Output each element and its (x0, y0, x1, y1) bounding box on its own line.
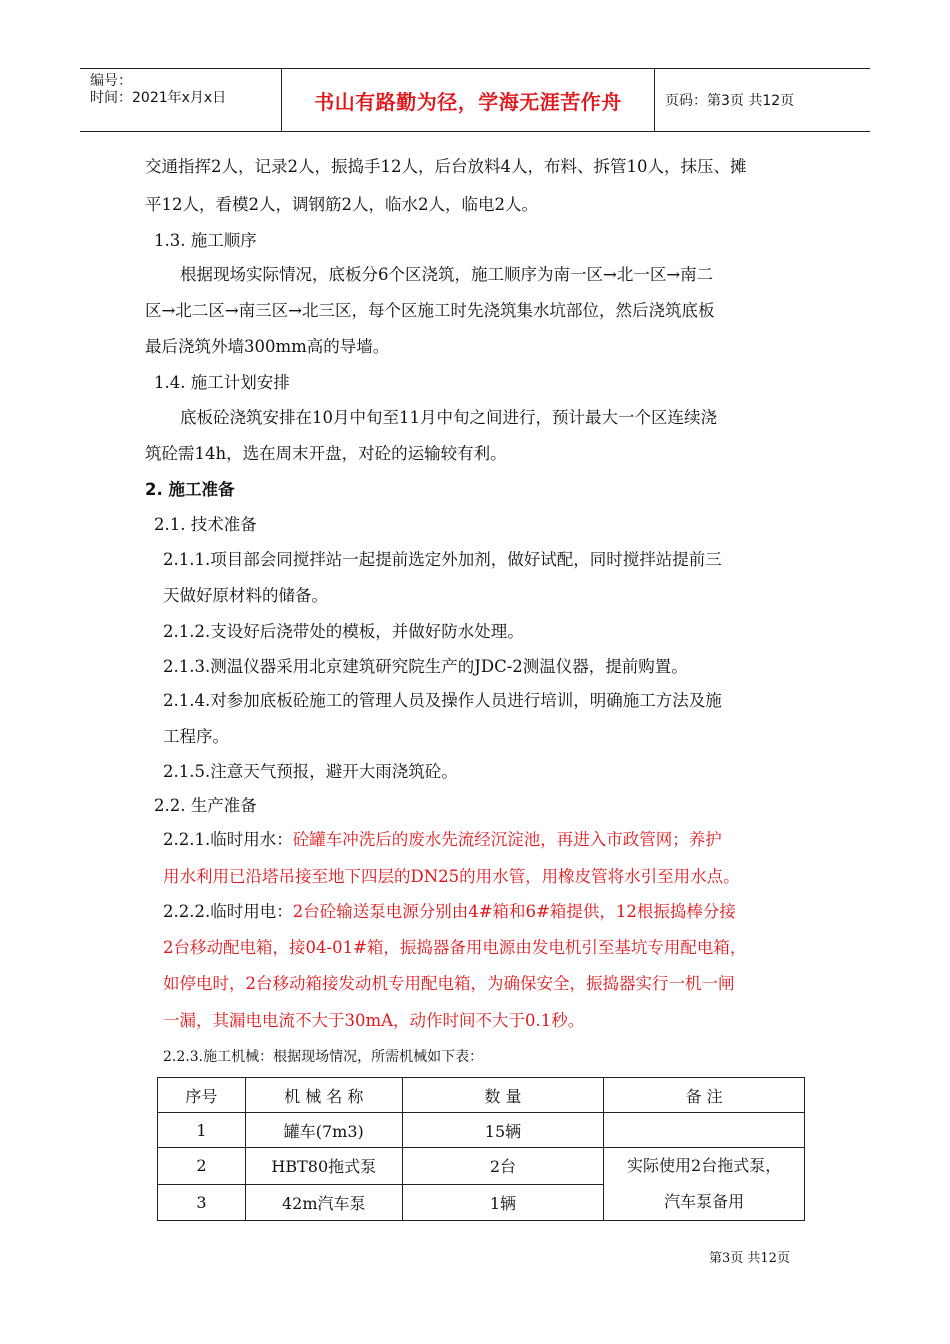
table-cell: HBT80拖式泵 (245, 1148, 402, 1185)
header-motto: 书山有路勤为径，学海无涯苦作舟 (314, 89, 622, 114)
body-line: 根据现场实际情况，底板分6个区浇筑，施工顺序为南一区→北一区→南二 (180, 265, 714, 284)
machinery-table (157, 1077, 805, 1221)
table-cell: 15辆 (402, 1113, 604, 1148)
body-line: 区→北二区→南三区→北三区，每个区施工时先浇筑集水坑部位，然后浇筑底板 (145, 301, 715, 320)
table-row (158, 1148, 805, 1185)
header-left-cell (80, 69, 282, 131)
section-heading-1-3: 1.3. 施工顺序 (154, 231, 257, 250)
table-row (158, 1113, 805, 1148)
body-line: 平12人，看模2人，调钢筋2人，临水2人，临电2人。 (145, 195, 538, 214)
body-line (163, 901, 736, 923)
body-line: 2.1.4.对参加底板砼施工的管理人员及操作人员进行培训，明确施工方法及施 (163, 691, 722, 710)
table-header-cell: 备 注 (604, 1078, 805, 1113)
table-cell: 3 (158, 1184, 246, 1221)
note-line: 实际使用2台拖式泵， (627, 1156, 782, 1175)
header-page-cell (655, 69, 880, 131)
body-line: 最后浇筑外墙300mm高的导墙。 (145, 337, 390, 356)
body-line: 交通指挥2人，记录2人，振捣手12人，后台放料4人，布料、拆管10人，抹压、摊 (145, 157, 747, 176)
body-line: 底板砼浇筑安排在10月中旬至11月中旬之间进行，预计最大一个区连续浇 (180, 408, 717, 427)
table-cell: 42m汽车泵 (245, 1184, 402, 1221)
header-page-label: 页码：第3页 共12页 (665, 93, 795, 109)
body-line: 筑砼需14h，选在周末开盘，对砼的运输较有利。 (145, 444, 507, 463)
body-line: 工程序。 (163, 727, 229, 746)
body-line: 一漏，其漏电电流不大于30mA，动作时间不大于0.1秒。 (163, 1011, 585, 1030)
body-line: 2.1.1.项目部会同搅拌站一起提前选定外加剂，做好试配，同时搅拌站提前三 (163, 550, 722, 569)
table-cell (604, 1113, 805, 1148)
section-heading-1-4: 1.4. 施工计划安排 (154, 373, 290, 392)
page-footer: 第3页 共12页 (709, 1251, 790, 1266)
item-label: 2.2.1.临时用水： (163, 830, 293, 849)
section-heading-2-2: 2.2. 生产准备 (154, 796, 257, 815)
highlight-text: 砼罐车冲洗后的废水先流经沉淀池，再进入市政管网；养护 (292, 830, 722, 849)
table-cell: 1 (158, 1113, 246, 1148)
body-line: 2.1.5.注意天气预报，避开大雨浇筑砼。 (163, 762, 458, 781)
highlight-text: 2台砼输送泵电源分别由4#箱和6#箱提供，12根振捣棒分接 (292, 902, 736, 921)
section-heading-2-1: 2.1. 技术准备 (154, 515, 257, 534)
body-line (163, 829, 722, 851)
table-header-cell: 序号 (158, 1078, 246, 1113)
body-line: 2台移动配电箱，接04-01#箱，振捣器备用电源由发电机引至基坑专用配电箱， (163, 938, 747, 957)
table-header-cell: 机 械 名 称 (245, 1078, 402, 1113)
table-header-row (158, 1078, 805, 1113)
body-line: 2.1.3.测温仪器采用北京建筑研究院生产的JDC-2测温仪器，提前购置。 (163, 657, 688, 676)
table-cell: 2 (158, 1148, 246, 1185)
table-cell: 1辆 (402, 1184, 604, 1221)
item-label: 2.2.2.临时用电： (163, 902, 293, 921)
table-header-cell: 数 量 (402, 1078, 604, 1113)
section-heading-2: 2. 施工准备 (145, 480, 235, 499)
code-label: 编号： (90, 73, 132, 89)
body-line: 如停电时，2台移动箱接发动机专用配电箱，为确保安全，振捣器实行一机一闸 (163, 974, 735, 993)
page-header (80, 68, 870, 132)
note-line: 汽车泵备用 (664, 1192, 745, 1211)
body-line: 天做好原材料的储备。 (163, 586, 328, 605)
body-line: 用水利用已沿塔吊接至地下四层的DN25的用水管，用橡皮管将水引至用水点。 (163, 867, 740, 886)
body-line: 2.1.2.支设好后浇带处的模板，并做好防水处理。 (163, 622, 524, 641)
body-line: 2.2.3.施工机械：根据现场情况，所需机械如下表： (163, 1049, 484, 1065)
table-cell: 罐车(7m3) (245, 1113, 402, 1148)
header-motto-cell (282, 69, 655, 131)
table-cell: 2台 (402, 1148, 604, 1185)
date-label: 时间：2021年x月x日 (90, 90, 227, 106)
table-note-cell (604, 1148, 805, 1221)
